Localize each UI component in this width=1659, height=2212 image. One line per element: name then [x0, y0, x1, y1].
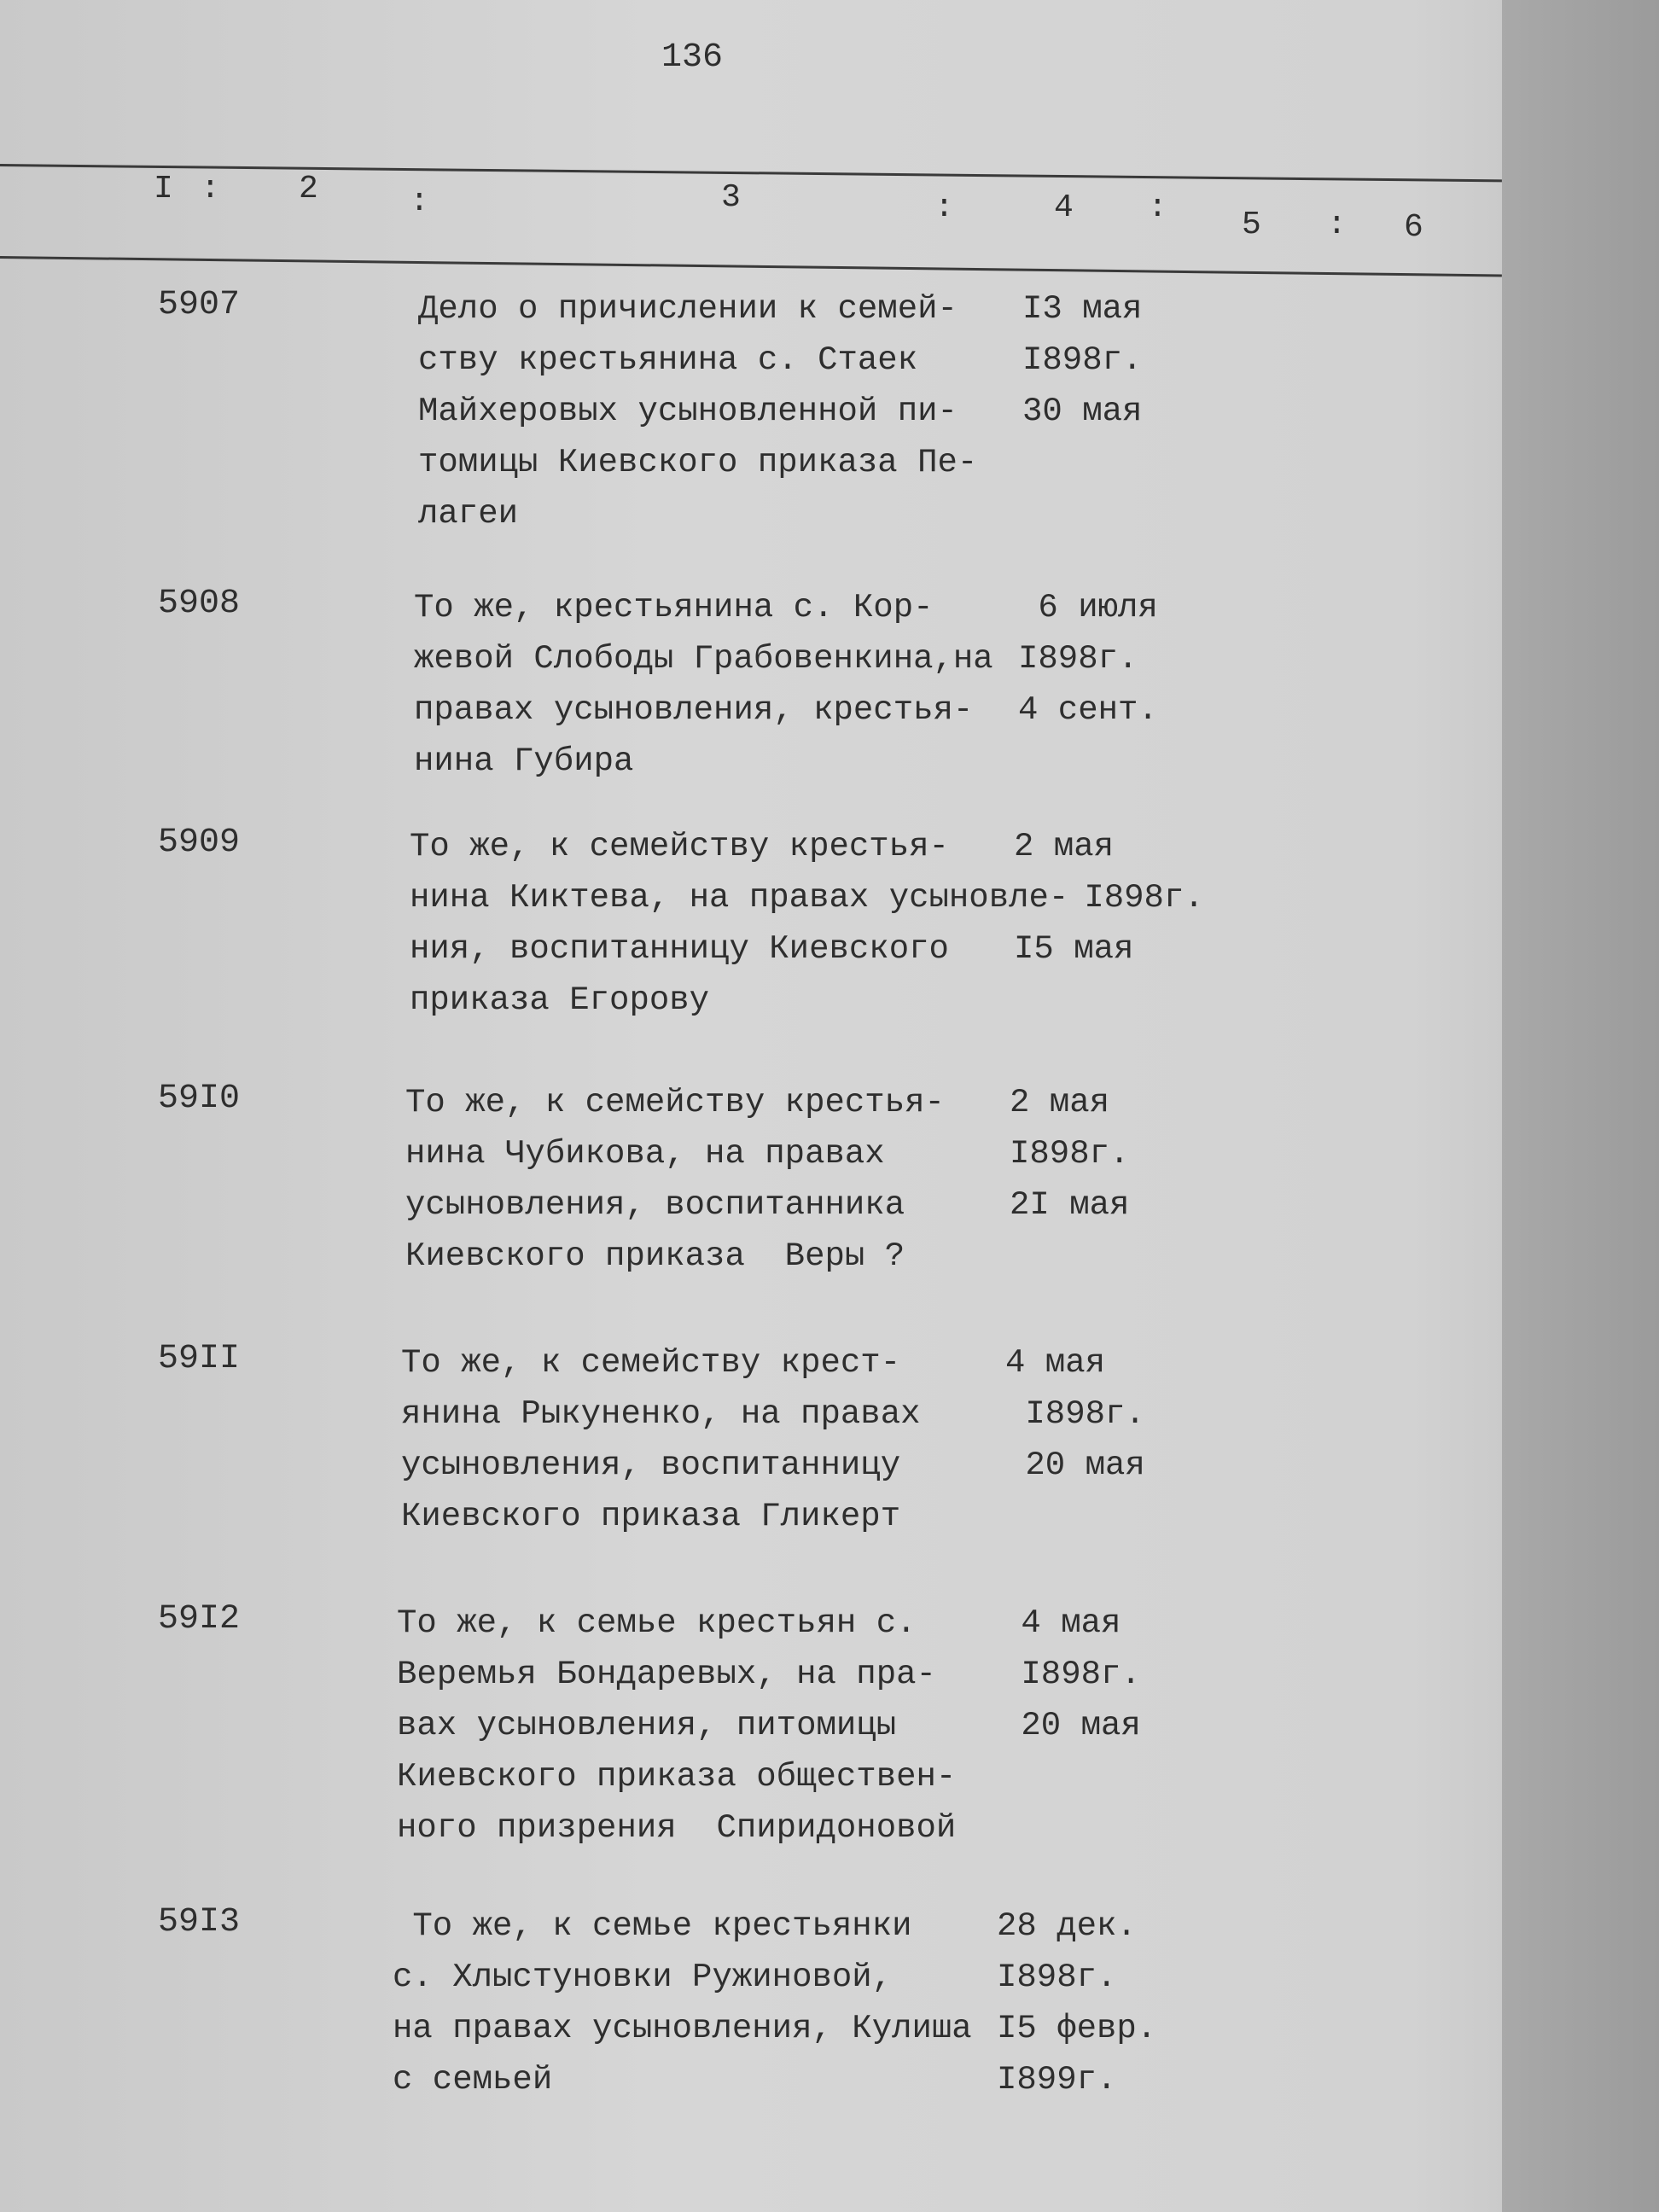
entry-date: I898г. [997, 1959, 1117, 1996]
entry-date: I899г. [997, 2061, 1117, 2098]
entry-description: с семьей [393, 2061, 553, 2098]
entry-line [405, 1186, 1129, 1237]
column-separator: : [934, 189, 954, 226]
entry-number: 5907 [158, 286, 241, 324]
column-header: 6 [1404, 209, 1423, 246]
entry-line [414, 742, 1018, 794]
column-header-row [0, 171, 1502, 246]
page-number: 136 [661, 38, 724, 77]
entry-line [397, 1809, 1001, 1860]
header-bottom-rule [0, 256, 1502, 277]
entry-description: Киевского приказа Веры ? [405, 1237, 905, 1275]
entry-description: томицы Киевского приказа Пе- [418, 444, 978, 481]
entry-number: 5908 [158, 585, 241, 623]
entry-line [410, 828, 1114, 879]
entry-line [410, 981, 1014, 1033]
entry-description: усыновления, воспитанника [405, 1186, 905, 1224]
entry-description: янина Рыкуненко, на правах [401, 1395, 921, 1433]
entry-line [405, 1237, 1010, 1289]
entry-date: 28 дек. [997, 1907, 1137, 1945]
entry-line [410, 879, 1204, 930]
column-header: 4 [1054, 189, 1074, 226]
entry-description: правах усыновления, крестья- [414, 691, 974, 729]
entry-description: То же, к семье крестьян с. [397, 1604, 917, 1642]
entry-date: I898г. [1010, 1135, 1130, 1173]
entry-line [401, 1498, 1005, 1549]
entry-description: ного призрения Спиридоновой [397, 1809, 957, 1847]
entry-line [410, 930, 1133, 981]
entry-description: То же, крестьянина с. Кор- [414, 589, 934, 626]
entry-description: Киевского приказа обществен- [397, 1758, 957, 1796]
entry-date: 4 мая [1005, 1344, 1106, 1382]
entry-line [405, 1135, 1129, 1186]
entry-description: нина Киктева, на правах усыновле- [410, 879, 1069, 917]
entry-description: жевой Слободы Грабовенкина,на [414, 640, 993, 678]
entry-line [397, 1707, 1141, 1758]
entry-description: То же, к семейству крестья- [405, 1084, 945, 1121]
entry-date: 2I мая [1010, 1186, 1130, 1224]
column-separator: : [1148, 189, 1167, 226]
page-edge-shadow [1502, 0, 1659, 2212]
entry-line [397, 1758, 1001, 1809]
entry-date: 30 мая [1022, 393, 1143, 430]
entry-date: 2 мая [1014, 828, 1115, 865]
entry-description: с. Хлыстуновки Ружиновой, [393, 1959, 893, 1996]
entry-line [418, 444, 1022, 495]
entry-line [414, 589, 1158, 640]
entry-line [418, 393, 1142, 444]
entry-line [393, 1959, 1116, 2010]
entry-line [397, 1656, 1141, 1707]
column-header: 2 [299, 171, 318, 207]
entry-date: 4 сент. [1018, 691, 1158, 729]
entry-description: нина Чубикова, на правах [405, 1135, 885, 1173]
entry-description: Дело о причислении к семей- [418, 290, 958, 328]
entry-date: 2 мая [1010, 1084, 1110, 1121]
entry-description: ству крестьянина с. Стаек [418, 341, 918, 379]
entry-date: 4 мая [1001, 1604, 1121, 1642]
entry-description: вах усыновления, питомицы [397, 1707, 897, 1744]
entry-description: ния, воспитанницу Киевского [410, 930, 949, 968]
entry-line [401, 1395, 1145, 1447]
entry-date: I5 февр. [997, 2010, 1157, 2047]
column-separator: : [1327, 207, 1347, 243]
entry-description: Веремья Бондаревых, на пра- [397, 1656, 936, 1693]
entry-date: 20 мая [1005, 1447, 1145, 1484]
entry-description: нина Губира [414, 742, 634, 780]
entry-number: 5909 [158, 824, 241, 862]
column-header: 3 [721, 179, 741, 216]
entry-line [414, 691, 1158, 742]
column-separator: : [201, 171, 220, 207]
entry-line [418, 290, 1142, 341]
entry-line [401, 1447, 1145, 1498]
entry-line [401, 1344, 1105, 1395]
entry-description: Киевского приказа Гликерт [401, 1498, 901, 1535]
entry-number: 59II [158, 1340, 241, 1378]
column-header: I [154, 171, 173, 207]
entry-line [393, 1907, 1137, 1959]
entry-date: I898г. [1018, 640, 1138, 678]
entry-description: То же, к семье крестьянки [393, 1907, 912, 1945]
entry-line [414, 640, 1138, 691]
entry-description: приказа Егорову [410, 981, 710, 1019]
entry-description: То же, к семейству крест- [401, 1344, 901, 1382]
entry-line [397, 1604, 1121, 1656]
entry-description: на правах усыновления, Кулиша [393, 2010, 972, 2047]
entry-date: I3 мая [1022, 290, 1143, 328]
entry-line [393, 2061, 1116, 2112]
entry-description: лагеи [418, 495, 519, 533]
entry-date: 20 мая [1001, 1707, 1141, 1744]
entry-line [405, 1084, 1109, 1135]
entry-line [418, 495, 1022, 546]
entry-description: усыновления, воспитанницу [401, 1447, 901, 1484]
entry-number: 59I3 [158, 1903, 241, 1941]
entry-line [418, 341, 1142, 393]
entry-date: I5 мая [1014, 930, 1134, 968]
entry-line [393, 2010, 1156, 2061]
entry-date: I898г. [1084, 879, 1204, 917]
entry-date: I898г. [1005, 1395, 1145, 1433]
entry-number: 59I2 [158, 1600, 241, 1639]
entry-date: I898г. [1022, 341, 1143, 379]
entry-description: То же, к семейству крестья- [410, 828, 949, 865]
entry-date: 6 июля [1018, 589, 1158, 626]
entry-date: I898г. [1001, 1656, 1141, 1693]
entry-description: Майхеровых усыновленной пи- [418, 393, 958, 430]
column-separator: : [410, 183, 429, 220]
column-header: 5 [1242, 207, 1261, 243]
entry-number: 59I0 [158, 1080, 241, 1118]
